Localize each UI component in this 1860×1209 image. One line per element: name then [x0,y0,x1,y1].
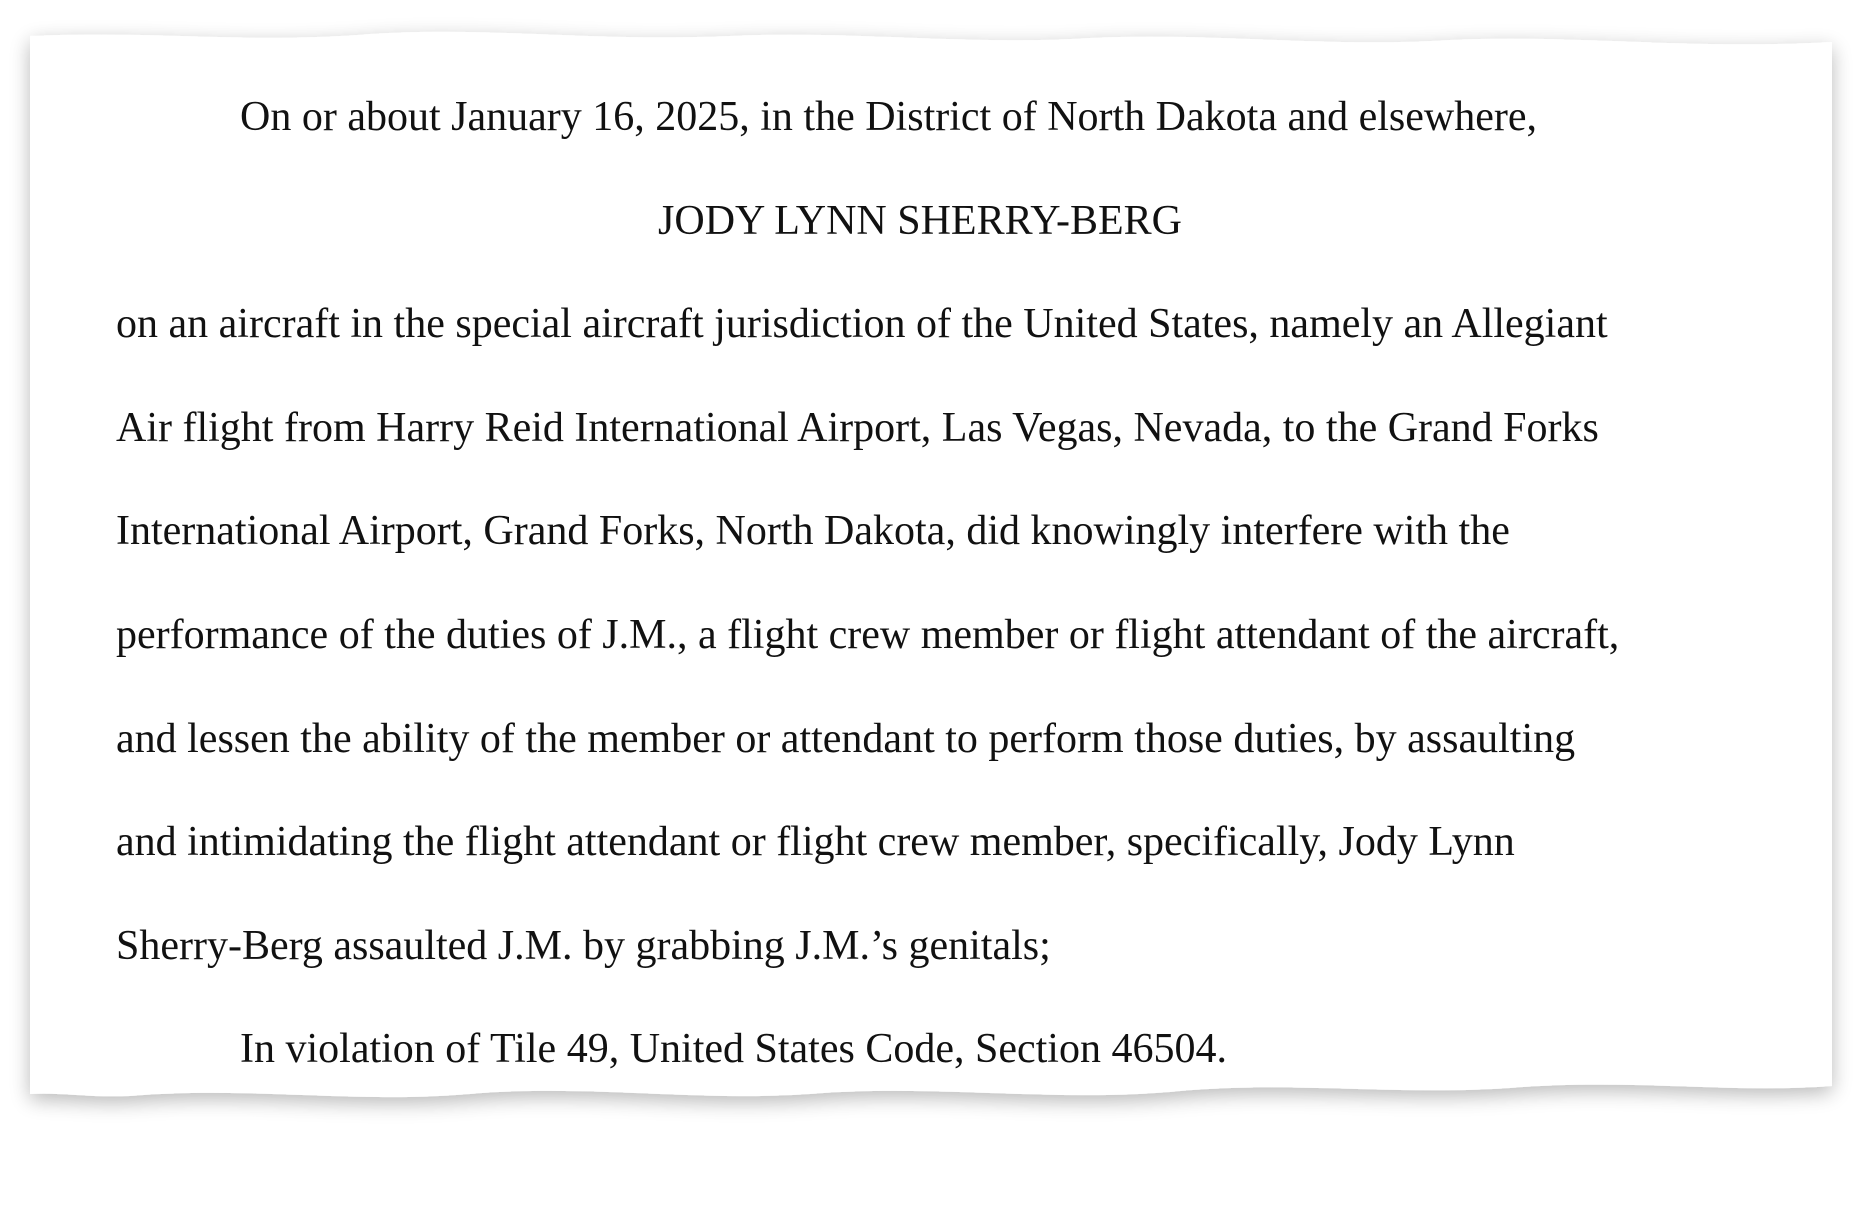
body-line: performance of the duties of J.M., a flight crew member or flight attendant of the aircraft, [116,611,1620,658]
statute-citation: In violation of Tile 49, United States Code, Section 46504. [240,1026,1227,1073]
body-line: Air flight from Harry Reid International Airport, Las Vegas, Nevada, to the Grand Forks [116,404,1599,451]
body-line: and lessen the ability of the member or attendant to perform those duties, by assaulting [116,715,1576,762]
body-line: on an aircraft in the special aircraft jurisdiction of the United States, namely an Allegiant [116,301,1608,348]
body-line: and intimidating the flight attendant or flight crew member, specifically, Jody Lynn [116,819,1515,866]
opening-paragraph: On or about January 16, 2025, in the District of North Dakota and elsewhere, [240,94,1537,140]
body-line: Sherry-Berg assaulted J.M. by grabbing J.M.’s genitals; [116,922,1051,969]
defendant-name: JODY LYNN SHERRY-BERG [658,197,1182,244]
body-line: International Airport, Grand Forks, North Dakota, did knowingly interfere with the [116,508,1510,555]
indictment-text [116,66,1756,1102]
